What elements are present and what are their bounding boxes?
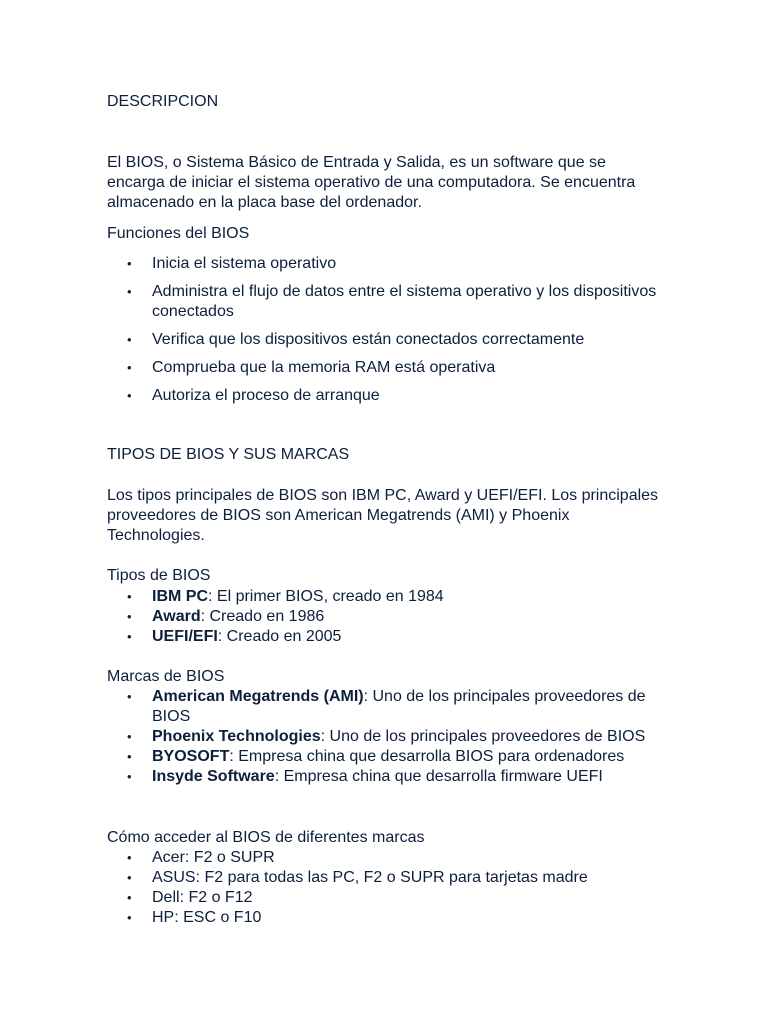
- item-term: Phoenix Technologies: [152, 728, 321, 745]
- item-desc: : Empresa china que desarrolla BIOS para ordenadores: [229, 748, 625, 765]
- list-item: • Verifica que los dispositivos están conectados correctamente: [107, 330, 667, 350]
- list-item: [107, 687, 667, 727]
- item-desc: : El primer BIOS, creado en 1984: [208, 588, 444, 605]
- tipos-list: [107, 587, 667, 647]
- list-item: [107, 747, 667, 767]
- item-term: Insyde Software: [152, 768, 275, 785]
- item-term: Award: [152, 608, 201, 625]
- marcas-list: [107, 687, 667, 787]
- marcas-heading: Marcas de BIOS: [107, 668, 225, 685]
- tipos-marcas-paragraph: Los tipos principales de BIOS son IBM PC, Award y UEFI/EFI. Los principales proveedores de BIOS son American Megatrends (AMI) y Phoenix Technologies.: [107, 487, 659, 544]
- funciones-list: [107, 254, 667, 406]
- list-item: • Autoriza el proceso de arranque: [107, 386, 667, 406]
- tipos-marcas-heading: TIPOS DE BIOS Y SUS MARCAS: [107, 446, 350, 463]
- list-item: [107, 727, 667, 747]
- list-item: • Comprueba que la memoria RAM está operativa: [107, 358, 667, 378]
- item-term: IBM PC: [152, 588, 208, 605]
- item-term: BYOSOFT: [152, 748, 230, 765]
- item-desc: : Creado en 1986: [200, 608, 325, 625]
- descripcion-paragraph: El BIOS, o Sistema Básico de Entrada y Salida, es un software que se encarga de iniciar el sistema operativo de una computadora. Se encuentra almacenado en la placa base del ordenador.: [107, 154, 636, 211]
- list-item: [107, 607, 667, 627]
- list-item: [107, 627, 667, 647]
- list-item: • HP: ESC o F10: [107, 908, 667, 928]
- item-term: American Megatrends (AMI): [152, 688, 364, 705]
- list-item: • Dell: F2 o F12: [107, 888, 667, 908]
- list-item: • Administra el flujo de datos entre el sistema operativo y los dispositivos conectados: [107, 282, 667, 322]
- item-desc: : Uno de los principales proveedores de BIOS: [152, 688, 646, 725]
- item-desc: : Creado en 2005: [217, 628, 342, 645]
- item-term: UEFI/EFI: [152, 628, 218, 645]
- acceso-list: [107, 848, 667, 928]
- list-item: [107, 587, 667, 607]
- tipos-heading: Tipos de BIOS: [107, 567, 211, 584]
- item-desc: : Empresa china que desarrolla firmware UEFI: [274, 768, 603, 785]
- acceso-heading: Cómo acceder al BIOS de diferentes marcas: [107, 829, 425, 846]
- descripcion-heading: DESCRIPCION: [107, 93, 219, 110]
- list-item: [107, 767, 667, 787]
- list-item: • ASUS: F2 para todas las PC, F2 o SUPR para tarjetas madre: [107, 868, 667, 888]
- list-item: • Inicia el sistema operativo: [107, 254, 667, 274]
- list-item: • Acer: F2 o SUPR: [107, 848, 667, 868]
- funciones-heading: Funciones del BIOS: [107, 225, 250, 242]
- item-desc: : Uno de los principales proveedores de BIOS: [320, 728, 646, 745]
